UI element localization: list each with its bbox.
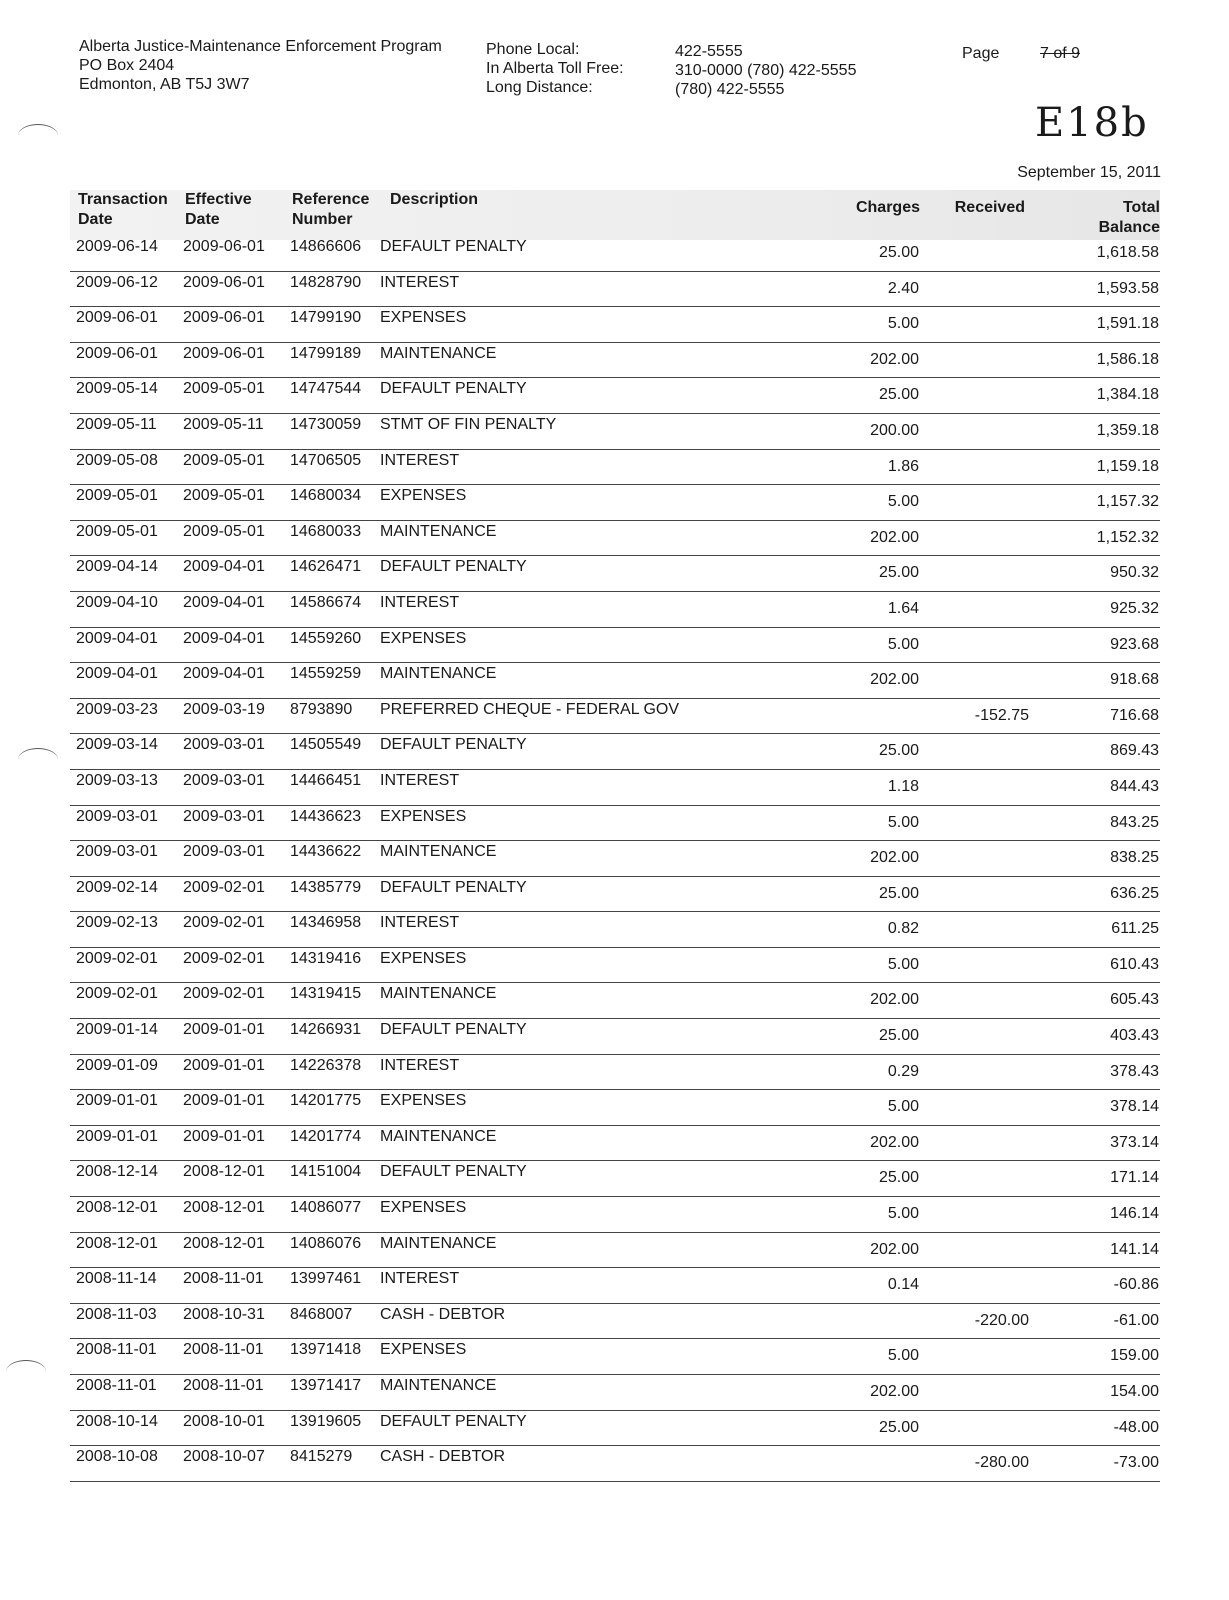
cell-effective-date: 2009-05-01 [183, 522, 265, 540]
table-header [70, 190, 1160, 240]
cell-effective-date: 2008-11-01 [183, 1377, 264, 1394]
cell-transaction-date: 2008-12-01 [76, 1199, 158, 1217]
cell-transaction-date: 2009-06-01 [76, 344, 158, 362]
cell-effective-date: 2009-03-01 [183, 843, 265, 861]
cell-effective-date: 2009-06-01 [183, 238, 265, 255]
table-row [0, 1375, 1229, 1411]
table-row [0, 770, 1229, 806]
cell-effective-date: 2009-01-01 [183, 1056, 265, 1074]
cell-reference-number: 8793890 [290, 700, 353, 718]
cell-total-balance: 373.14 [1110, 1133, 1159, 1151]
table-row [0, 1446, 1229, 1482]
cell-transaction-date: 2009-05-01 [76, 487, 158, 505]
cell-transaction-date: 2009-02-01 [76, 949, 158, 967]
cell-total-balance: 950.32 [1110, 564, 1159, 582]
cell-total-balance: 1,618.58 [1096, 244, 1159, 261]
cell-transaction-date: 2009-04-10 [76, 593, 158, 611]
cell-transaction-date: 2009-03-14 [76, 736, 158, 754]
cell-charges: 202.00 [870, 849, 919, 867]
table-row [0, 1019, 1229, 1055]
cell-effective-date: 2008-11-01 [183, 1270, 264, 1288]
cell-effective-date: 2009-06-01 [183, 273, 265, 291]
table-row [0, 663, 1229, 699]
cell-description: DEFAULT PENALTY [380, 558, 527, 576]
transaction-table [0, 236, 1229, 1482]
cell-transaction-date: 2009-03-13 [76, 771, 158, 789]
table-row [0, 877, 1229, 913]
cell-reference-number: 13919605 [290, 1412, 362, 1430]
cell-transaction-date: 2009-02-01 [76, 985, 158, 1003]
cell-transaction-date: 2009-02-13 [76, 914, 158, 932]
cell-description: DEFAULT PENALTY [380, 1163, 527, 1181]
cell-transaction-date: 2009-03-23 [76, 700, 158, 718]
cell-reference-number: 14266931 [290, 1021, 362, 1039]
cell-effective-date: 2009-03-01 [183, 771, 265, 789]
cell-charges: 25.00 [878, 386, 919, 404]
cell-description: INTEREST [380, 914, 460, 932]
cell-description: INTEREST [380, 1270, 460, 1288]
cell-effective-date: 2009-01-01 [183, 1021, 265, 1039]
phone-local: 422-5555 [675, 43, 743, 60]
cell-transaction-date: 2008-11-14 [76, 1270, 157, 1288]
org-name: Alberta Justice-Maintenance Enforcement Program [79, 38, 442, 55]
cell-effective-date: 2008-10-31 [183, 1305, 265, 1323]
cell-reference-number: 14201775 [290, 1092, 362, 1110]
cell-charges: 5.00 [887, 1205, 919, 1223]
col-charges: Charges [855, 199, 920, 216]
cell-description: MAINTENANCE [380, 985, 497, 1003]
col-received: Received [954, 199, 1025, 216]
cell-effective-date: 2009-06-01 [183, 344, 265, 362]
table-row [0, 236, 1229, 272]
cell-charges: 25.00 [878, 1418, 919, 1436]
cell-effective-date: 2009-05-11 [183, 415, 264, 433]
cell-reference-number: 14346958 [290, 914, 362, 932]
cell-reference-number: 14747544 [290, 380, 362, 398]
col-description: Description [390, 191, 479, 208]
cell-description: DEFAULT PENALTY [380, 736, 527, 754]
table-row [0, 1304, 1229, 1340]
phone-labels [486, 40, 624, 97]
cell-total-balance: 141.14 [1110, 1240, 1159, 1258]
cell-description: DEFAULT PENALTY [380, 1021, 527, 1039]
table-row [0, 556, 1229, 592]
cell-description: DEFAULT PENALTY [380, 380, 527, 398]
cell-description: INTEREST [380, 1056, 460, 1074]
cell-total-balance: 843.25 [1110, 813, 1159, 831]
cell-reference-number: 14799190 [290, 309, 362, 327]
cell-total-balance: 403.43 [1110, 1027, 1159, 1045]
cell-charges: 202.00 [870, 350, 919, 368]
cell-description: MAINTENANCE [380, 665, 497, 683]
cell-reference-number: 14086076 [290, 1234, 362, 1252]
cell-charges: 202.00 [870, 1240, 919, 1258]
cell-reference-number: 14680034 [290, 487, 362, 505]
cell-total-balance: 923.68 [1110, 635, 1159, 653]
cell-total-balance: 154.00 [1110, 1383, 1159, 1400]
cell-effective-date: 2008-10-01 [183, 1412, 265, 1430]
cell-charges: 25.00 [878, 742, 919, 760]
cell-charges: 5.00 [887, 1347, 919, 1365]
cell-description: EXPENSES [380, 487, 467, 505]
cell-reference-number: 13997461 [290, 1270, 362, 1288]
cell-reference-number: 14466451 [290, 771, 362, 789]
cell-description: EXPENSES [380, 807, 467, 825]
organization-address [79, 37, 442, 94]
cell-charges: 202.00 [870, 1383, 919, 1400]
cell-effective-date: 2009-04-01 [183, 665, 265, 683]
cell-charges: 0.14 [887, 1276, 919, 1294]
table-row [0, 1197, 1229, 1233]
table-row [0, 1339, 1229, 1375]
cell-effective-date: 2009-01-01 [183, 1092, 265, 1110]
col-transaction-date: Transaction Date [78, 191, 168, 228]
cell-effective-date: 2009-04-01 [183, 593, 265, 611]
cell-charges: 202.00 [870, 528, 919, 546]
cell-charges: 202.00 [870, 1133, 919, 1151]
table-row [0, 699, 1229, 735]
cell-reference-number: 8415279 [290, 1448, 353, 1466]
cell-total-balance: 1,591.18 [1096, 315, 1159, 333]
cell-transaction-date: 2009-01-01 [76, 1127, 158, 1145]
cell-transaction-date: 2008-10-14 [76, 1412, 158, 1430]
cell-received: -152.75 [974, 706, 1029, 724]
cell-total-balance: 844.43 [1110, 777, 1159, 795]
cell-total-balance: 171.14 [1110, 1169, 1159, 1187]
cell-description: EXPENSES [380, 949, 467, 967]
cell-description: CASH - DEBTOR [380, 1305, 506, 1323]
cell-transaction-date: 2009-05-11 [76, 415, 157, 433]
cell-description: MAINTENANCE [380, 344, 497, 362]
cell-description: EXPENSES [380, 1341, 467, 1359]
table-row [0, 450, 1229, 486]
cell-transaction-date: 2009-05-14 [76, 380, 158, 398]
cell-charges: 202.00 [870, 991, 919, 1009]
cell-received: -280.00 [974, 1454, 1029, 1472]
table-row [0, 628, 1229, 664]
cell-reference-number: 14319415 [290, 985, 362, 1003]
cell-total-balance: 1,593.58 [1096, 279, 1159, 297]
cell-total-balance: -61.00 [1113, 1311, 1159, 1329]
long-distance-label: Long Distance: [486, 79, 593, 96]
statement-date: September 15, 2011 [1017, 164, 1161, 181]
cell-description: MAINTENANCE [380, 843, 497, 861]
cell-effective-date: 2009-05-01 [183, 487, 265, 505]
cell-total-balance: 1,159.18 [1096, 457, 1159, 475]
long-distance: (780) 422-5555 [675, 81, 785, 98]
cell-effective-date: 2009-05-01 [183, 451, 265, 469]
cell-effective-date: 2008-11-01 [183, 1341, 264, 1359]
cell-reference-number: 14201774 [290, 1127, 362, 1145]
cell-transaction-date: 2009-05-08 [76, 451, 158, 469]
table-row [0, 592, 1229, 628]
cell-total-balance: 1,586.18 [1096, 350, 1159, 368]
cell-transaction-date: 2008-11-03 [76, 1305, 157, 1323]
cell-effective-date: 2009-04-01 [183, 558, 265, 576]
handwritten-exhibit-mark: E18b [1035, 100, 1149, 146]
cell-description: EXPENSES [380, 309, 467, 327]
cell-description: INTEREST [380, 451, 460, 469]
cell-description: INTEREST [380, 273, 460, 291]
cell-transaction-date: 2008-11-01 [76, 1341, 157, 1359]
cell-charges: 202.00 [870, 671, 919, 689]
cell-total-balance: 918.68 [1110, 671, 1159, 689]
cell-effective-date: 2008-12-01 [183, 1234, 265, 1252]
cell-transaction-date: 2009-03-01 [76, 843, 158, 861]
cell-reference-number: 14385779 [290, 878, 362, 896]
cell-reference-number: 14799189 [290, 344, 362, 362]
cell-effective-date: 2008-12-01 [183, 1199, 265, 1217]
cell-effective-date: 2009-02-01 [183, 949, 265, 967]
table-row [0, 1268, 1229, 1304]
phone-numbers [675, 42, 856, 99]
table-row [0, 272, 1229, 308]
cell-total-balance: -48.00 [1113, 1418, 1159, 1436]
table-row [0, 983, 1229, 1019]
cell-transaction-date: 2009-05-01 [76, 522, 158, 540]
cell-reference-number: 14505549 [290, 736, 362, 754]
cell-charges: 5.00 [887, 1098, 919, 1116]
org-po-box: PO Box 2404 [79, 57, 175, 74]
cell-total-balance: 1,384.18 [1096, 386, 1159, 404]
cell-reference-number: 14436623 [290, 807, 362, 825]
table-row [0, 1126, 1229, 1162]
cell-description: DEFAULT PENALTY [380, 1412, 527, 1430]
cell-reference-number: 14706505 [290, 451, 362, 469]
cell-effective-date: 2009-06-01 [183, 309, 265, 327]
cell-reference-number: 14586674 [290, 593, 362, 611]
toll-free-label: In Alberta Toll Free: [486, 60, 624, 77]
cell-received: -220.00 [974, 1311, 1029, 1329]
cell-description: EXPENSES [380, 1199, 467, 1217]
cell-description: CASH - DEBTOR [380, 1448, 506, 1466]
table-row [0, 734, 1229, 770]
cell-description: INTEREST [380, 593, 460, 611]
cell-total-balance: 636.25 [1110, 884, 1159, 902]
cell-reference-number: 14226378 [290, 1056, 362, 1074]
cell-transaction-date: 2009-03-01 [76, 807, 158, 825]
cell-effective-date: 2009-03-01 [183, 736, 265, 754]
table-row [0, 307, 1229, 343]
cell-charges: 25.00 [878, 1027, 919, 1045]
cell-total-balance: 146.14 [1110, 1205, 1159, 1223]
cell-description: MAINTENANCE [380, 1234, 497, 1252]
cell-charges: 5.00 [887, 813, 919, 831]
table-row [0, 414, 1229, 450]
cell-description: EXPENSES [380, 1092, 467, 1110]
cell-transaction-date: 2009-01-09 [76, 1056, 158, 1074]
cell-effective-date: 2009-05-01 [183, 380, 265, 398]
cell-charges: 25.00 [878, 884, 919, 902]
cell-reference-number: 14319416 [290, 949, 362, 967]
cell-description: EXPENSES [380, 629, 467, 647]
cell-effective-date: 2009-03-19 [183, 700, 265, 718]
cell-effective-date: 2009-02-01 [183, 985, 265, 1003]
cell-total-balance: 378.14 [1110, 1098, 1159, 1116]
cell-charges: 200.00 [870, 421, 919, 439]
cell-description: DEFAULT PENALTY [380, 238, 527, 255]
cell-total-balance: 838.25 [1110, 849, 1159, 867]
cell-charges: 0.29 [887, 1062, 919, 1080]
cell-effective-date: 2009-01-01 [183, 1127, 265, 1145]
table-row [0, 485, 1229, 521]
cell-transaction-date: 2009-06-01 [76, 309, 158, 327]
cell-total-balance: 925.32 [1110, 599, 1159, 617]
table-row [0, 1090, 1229, 1126]
cell-total-balance: 159.00 [1110, 1347, 1159, 1365]
page-number: 7 of 9 [1040, 45, 1081, 62]
cell-description: MAINTENANCE [380, 522, 497, 540]
cell-reference-number: 14730059 [290, 415, 362, 433]
cell-charges: 5.00 [887, 315, 919, 333]
cell-charges: 5.00 [887, 493, 919, 511]
cell-charges: 1.64 [887, 599, 919, 617]
cell-transaction-date: 2008-10-08 [76, 1448, 158, 1466]
cell-total-balance: 869.43 [1110, 742, 1159, 760]
cell-description: STMT OF FIN PENALTY [380, 415, 557, 433]
cell-total-balance: 605.43 [1110, 991, 1159, 1009]
cell-total-balance: 1,152.32 [1096, 528, 1159, 546]
cell-total-balance: -60.86 [1113, 1276, 1159, 1294]
cell-reference-number: 14559260 [290, 629, 362, 647]
cell-reference-number: 14680033 [290, 522, 362, 540]
cell-reference-number: 14086077 [290, 1199, 362, 1217]
cell-charges: 5.00 [887, 635, 919, 653]
phone-local-label: Phone Local: [486, 41, 580, 58]
table-row [0, 343, 1229, 379]
cell-reference-number: 14559259 [290, 665, 362, 683]
cell-description: MAINTENANCE [380, 1127, 497, 1145]
cell-reference-number: 8468007 [290, 1305, 353, 1323]
cell-total-balance: 1,359.18 [1096, 421, 1159, 439]
cell-reference-number: 14626471 [290, 558, 362, 576]
table-row [0, 912, 1229, 948]
cell-transaction-date: 2008-12-01 [76, 1234, 158, 1252]
cell-total-balance: 1,157.32 [1096, 493, 1159, 511]
cell-effective-date: 2009-02-01 [183, 878, 265, 896]
table-row [0, 841, 1229, 877]
cell-transaction-date: 2009-01-01 [76, 1092, 158, 1110]
cell-charges: 25.00 [878, 564, 919, 582]
cell-description: INTEREST [380, 771, 460, 789]
cell-transaction-date: 2009-02-14 [76, 878, 158, 896]
cell-total-balance: 610.43 [1110, 955, 1159, 973]
cell-reference-number: 14828790 [290, 273, 362, 291]
table-row [0, 378, 1229, 414]
cell-total-balance: 378.43 [1110, 1062, 1159, 1080]
toll-free: 310-0000 (780) 422-5555 [675, 62, 857, 79]
table-row [0, 1233, 1229, 1269]
cell-description: DEFAULT PENALTY [380, 878, 527, 896]
cell-effective-date: 2009-02-01 [183, 914, 265, 932]
cell-transaction-date: 2008-11-01 [76, 1377, 157, 1394]
cell-charges: 1.18 [887, 777, 919, 795]
cell-transaction-date: 2009-04-01 [76, 665, 158, 683]
cell-description: PREFERRED CHEQUE - FEDERAL GOV [380, 700, 680, 718]
cell-transaction-date: 2009-06-14 [76, 238, 158, 255]
cell-transaction-date: 2008-12-14 [76, 1163, 158, 1181]
cell-description: MAINTENANCE [380, 1377, 497, 1394]
col-effective-date: Effective Date [185, 191, 252, 228]
cell-transaction-date: 2009-06-12 [76, 273, 158, 291]
col-total-balance: Total Balance [1098, 199, 1160, 236]
cell-total-balance: 611.25 [1111, 920, 1159, 938]
cell-effective-date: 2008-12-01 [183, 1163, 265, 1181]
table-row [0, 1055, 1229, 1091]
cell-charges: 2.40 [887, 279, 919, 297]
cell-transaction-date: 2009-04-01 [76, 629, 158, 647]
cell-reference-number: 13971418 [290, 1341, 362, 1359]
table-row [0, 948, 1229, 984]
cell-effective-date: 2009-03-01 [183, 807, 265, 825]
cell-total-balance: -73.00 [1113, 1454, 1159, 1472]
cell-reference-number: 14151004 [290, 1163, 362, 1181]
cell-charges: 5.00 [887, 955, 919, 973]
cell-reference-number: 13971417 [290, 1377, 362, 1394]
table-row [0, 1161, 1229, 1197]
cell-charges: 1.86 [887, 457, 919, 475]
table-row [0, 806, 1229, 842]
cell-transaction-date: 2009-04-14 [76, 558, 158, 576]
cell-effective-date: 2009-04-01 [183, 629, 265, 647]
hole-punch-mark [18, 124, 58, 147]
page-label: Page [962, 45, 1000, 62]
table-row [0, 521, 1229, 557]
cell-transaction-date: 2009-01-14 [76, 1021, 158, 1039]
cell-total-balance: 716.68 [1110, 706, 1159, 724]
cell-effective-date: 2008-10-07 [183, 1448, 265, 1466]
table-row [0, 1411, 1229, 1447]
cell-charges: 25.00 [878, 1169, 919, 1187]
org-city: Edmonton, AB T5J 3W7 [79, 76, 250, 93]
cell-charges: 25.00 [878, 244, 919, 261]
cell-reference-number: 14436622 [290, 843, 362, 861]
cell-reference-number: 14866606 [290, 238, 362, 255]
col-reference-number: Reference Number [292, 191, 370, 228]
cell-charges: 0.82 [887, 920, 919, 938]
